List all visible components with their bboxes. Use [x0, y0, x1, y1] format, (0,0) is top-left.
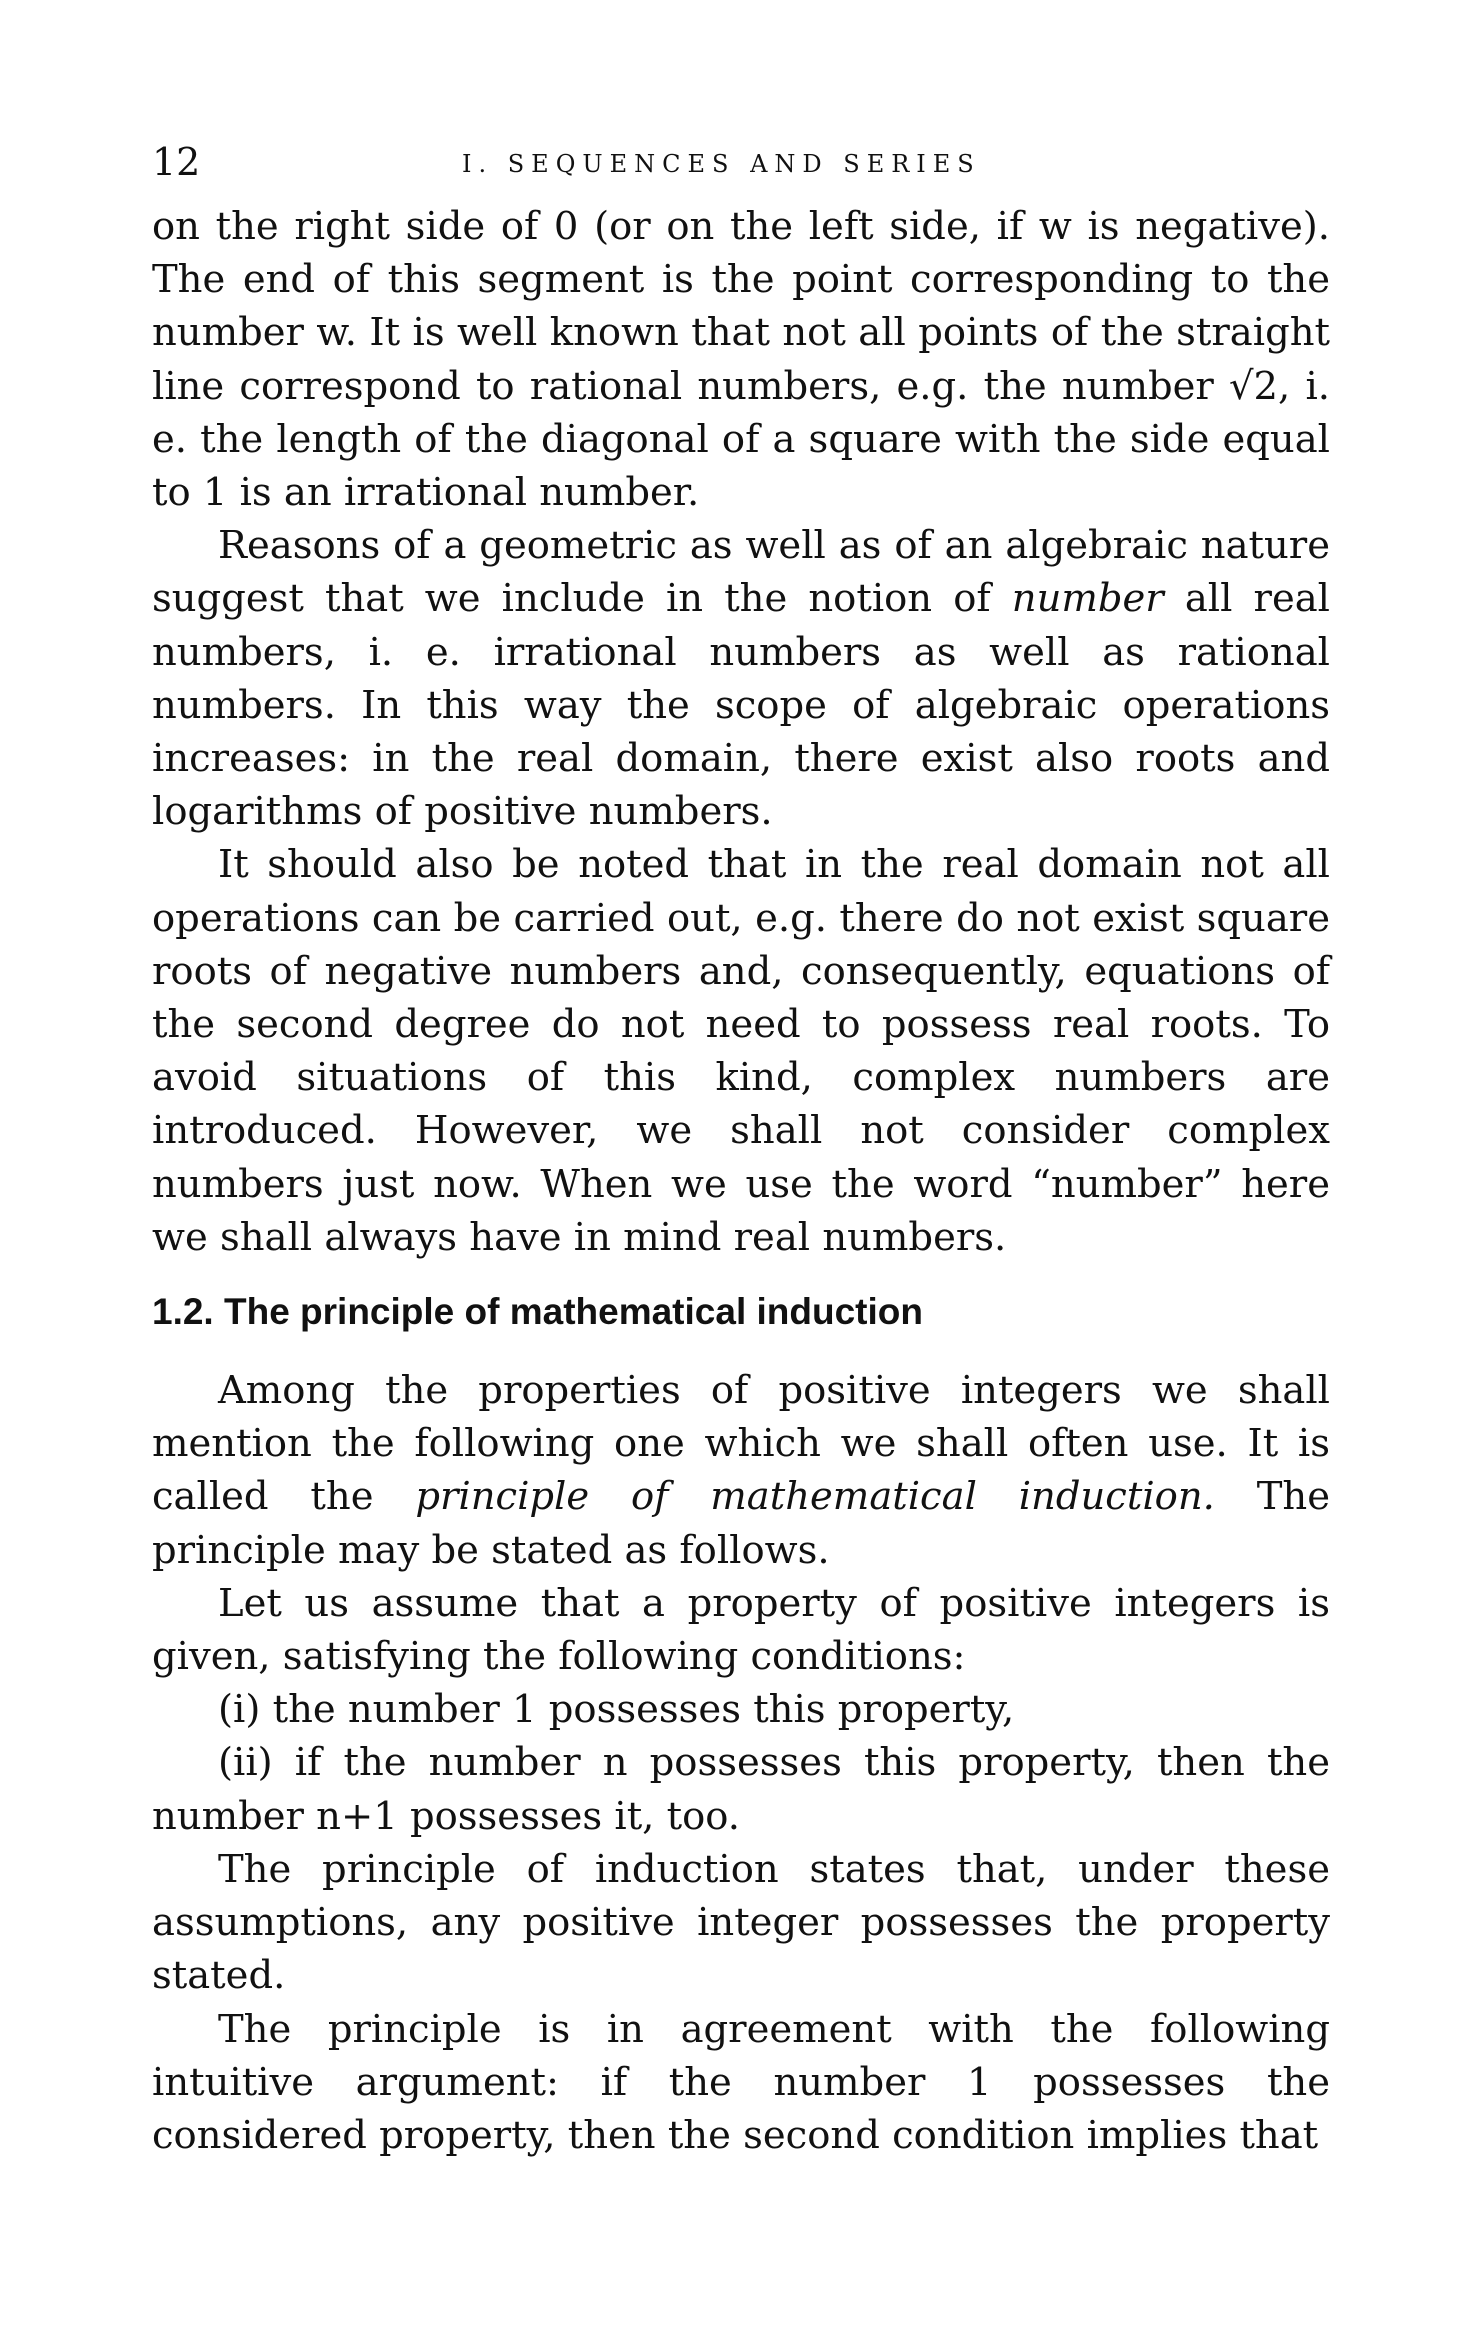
- body-paragraph-2-text-b: all real numbers, i. e. irrational numbers as well as rational numbers. In this way the scope of algebraic operations increases: in the real domain, there exist also roots and logarithms of positive numbers.: [152, 576, 1330, 835]
- condition-item-1: (i) the number 1 possesses this property,: [218, 1687, 1015, 1733]
- emphasis-number: number: [1011, 576, 1164, 622]
- section-paragraph-4: The principle is in agreement with the following intuitive argument: if the number 1 possesses the considered property, then the second condition implies that: [152, 2006, 1330, 2158]
- section-paragraph-1-text-a: Among the properties of positive integers we shall mention the following one which we shall often use. It is called the: [152, 1368, 1330, 1520]
- body-paragraph-1: on the right side of 0 (or on the left side, if w is negative). The end of this segment is the point corresponding to the number w. It is well known that not all points of the straight line correspond to rational numbers, e.g. the number √2, i. e. the length of the diagonal of a square with the side equal to 1 is an irrational number.: [152, 204, 1330, 516]
- body-paragraph-2: [152, 519, 1330, 838]
- section-paragraph-2: Let us assume that a property of positive integers is given, satisfying the following conditions:: [152, 1580, 1330, 1680]
- section-paragraph-3: The principle of induction states that, under these assumptions, any positive integer possesses the property stated.: [152, 1846, 1330, 1999]
- page-number: 12: [152, 140, 201, 184]
- condition-item-2: (ii) if the number n possesses this property, then the number n+1 possesses it, too.: [152, 1740, 1330, 1839]
- running-head: I. SEQUENCES AND SERIES: [462, 150, 981, 178]
- page-header: [152, 140, 1330, 200]
- body-paragraph-3: It should also be noted that in the real domain not all operations can be carried out, e.g. there do not exist square roots of negative numbers and, consequently, equations of the second degree do not need to possess real roots. To avoid situations of this kind, complex numbers are introduced. However, we shall not consider complex numbers just now. When we use the word “number” here we shall always have in mind real numbers.: [152, 842, 1330, 1260]
- section-paragraph-1-text-b: The principle may be stated as follows.: [152, 1474, 1330, 1573]
- section-paragraph-1: [152, 1364, 1330, 1577]
- book-page: [152, 140, 1330, 2162]
- emphasis-principle: principle of mathematical induction.: [415, 1474, 1215, 1520]
- section-heading: 1.2. The principle of mathematical induction: [152, 1291, 923, 1333]
- body-paragraph-2-text-a: Reasons of a geometric as well as of an algebraic nature suggest that we include in the notion of: [152, 523, 1330, 622]
